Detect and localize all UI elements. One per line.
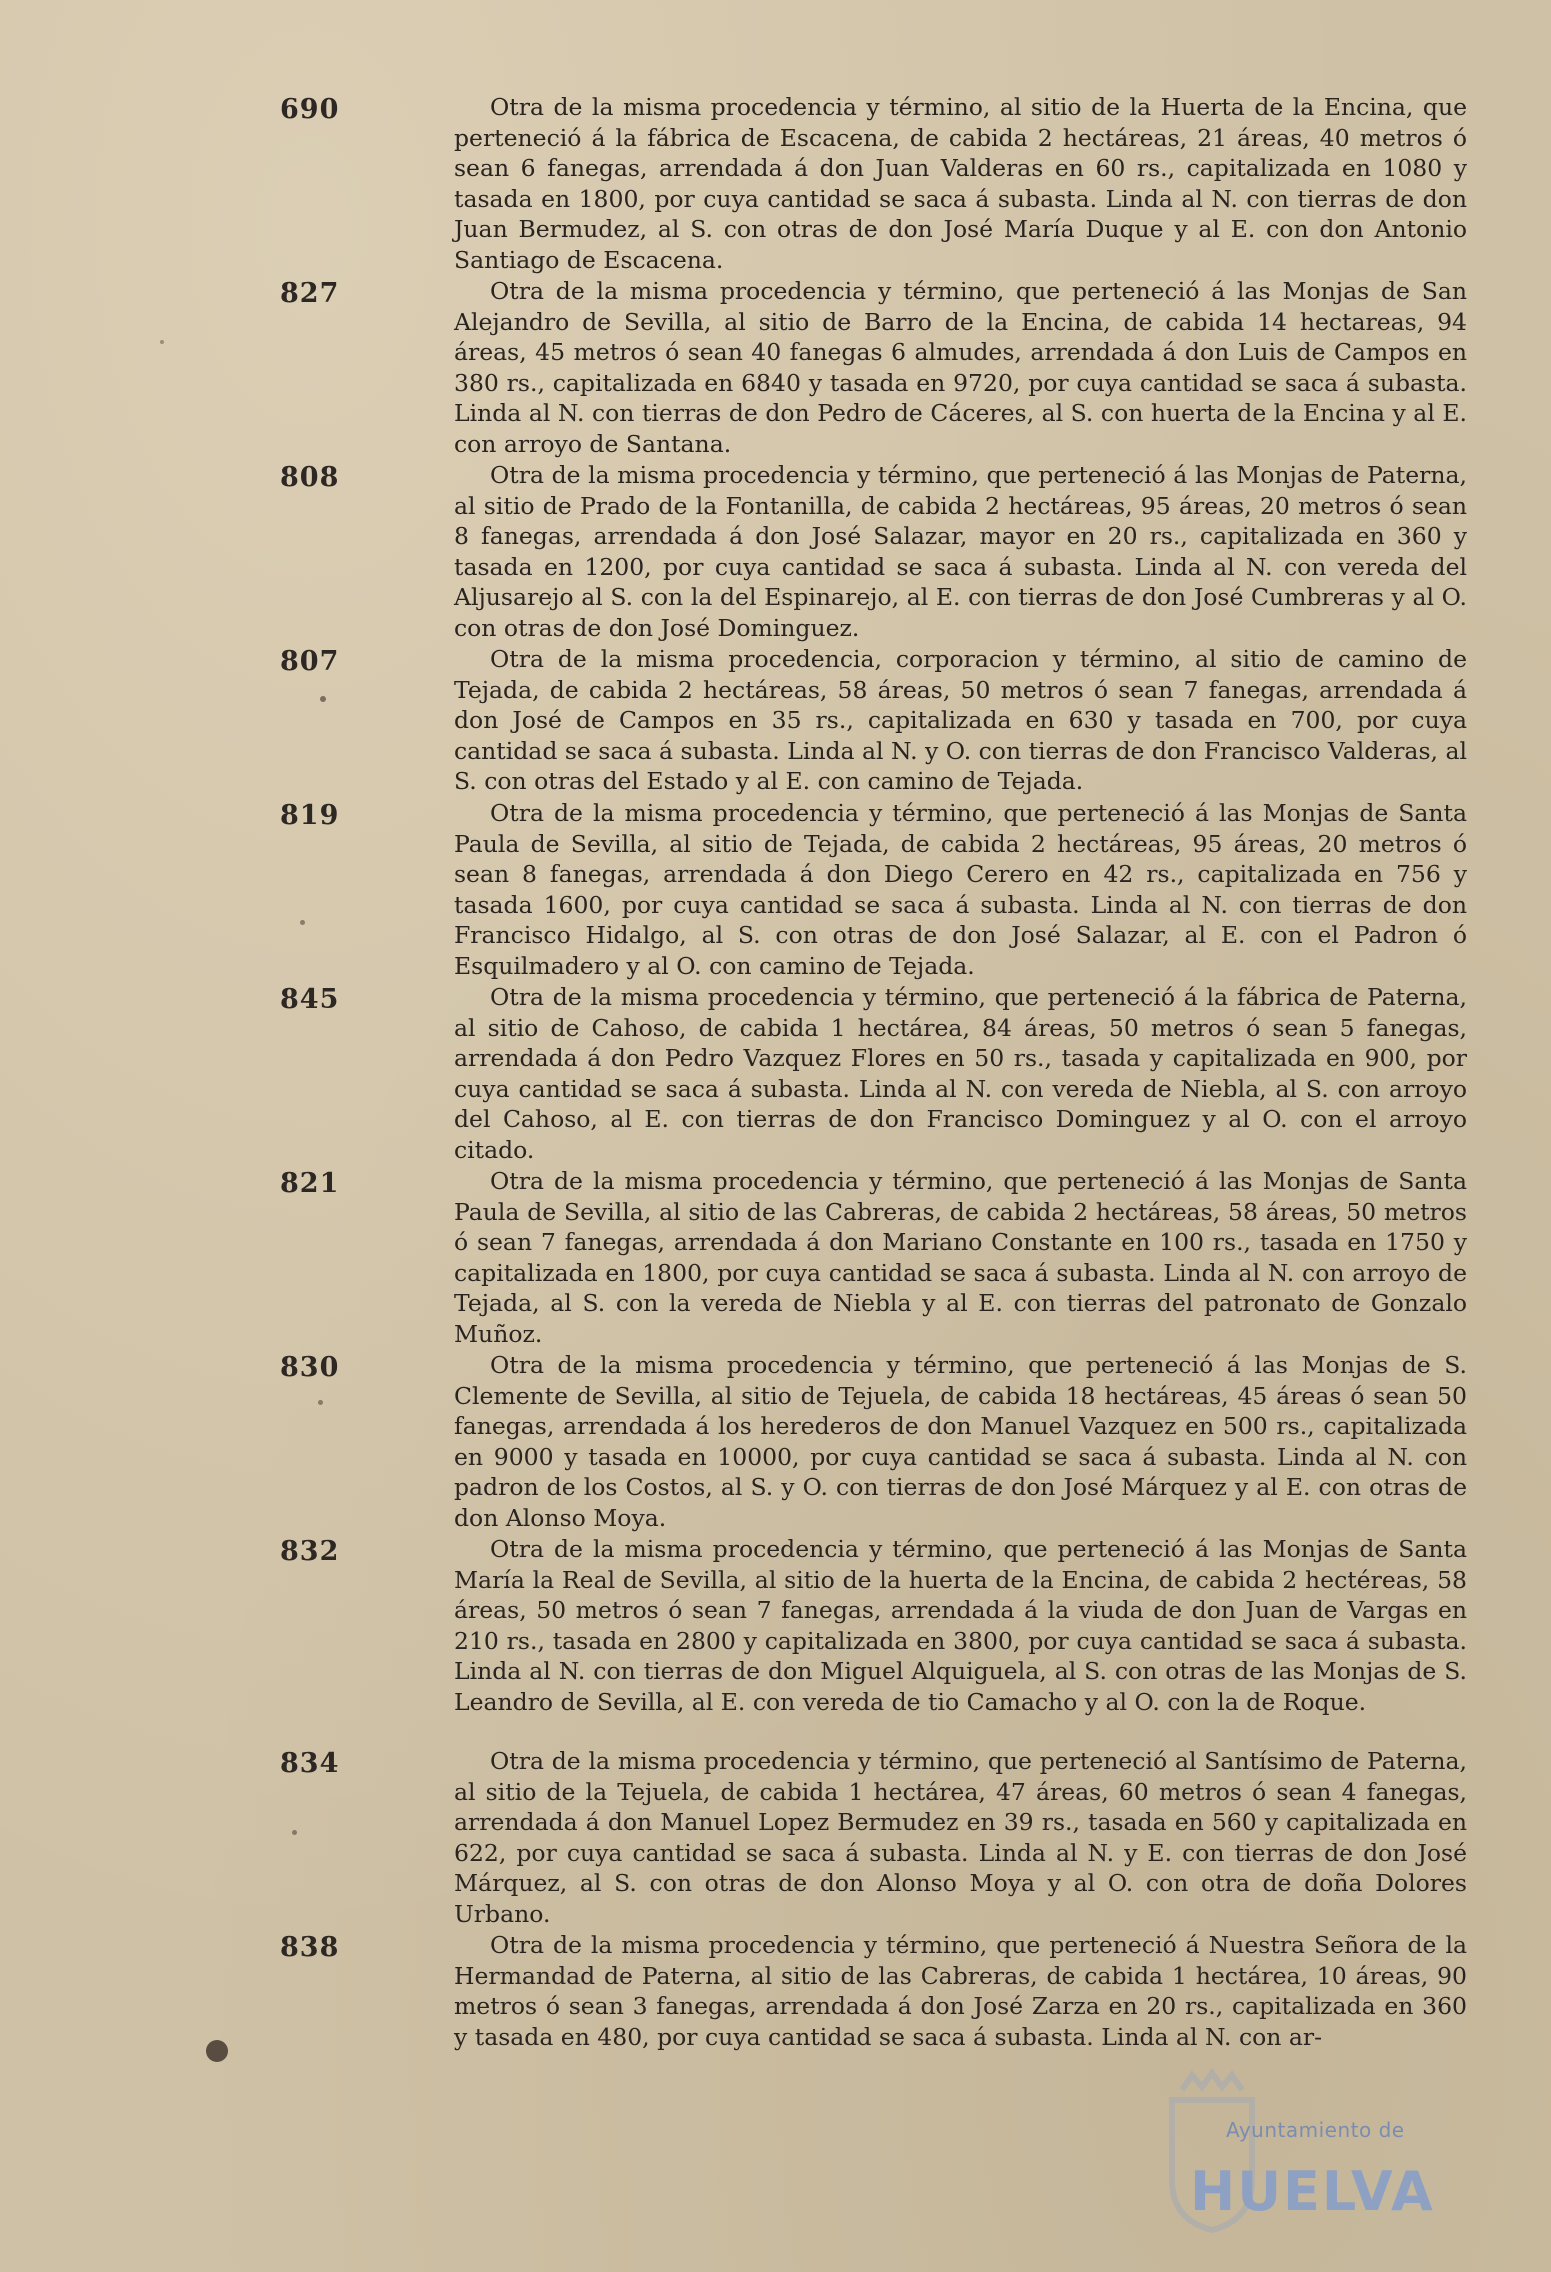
record-number: 821 [280, 1168, 340, 1199]
record-entry [0, 460, 1551, 644]
record-number: 808 [280, 462, 340, 493]
record-number: 832 [280, 1536, 340, 1567]
ink-speck [160, 340, 164, 344]
watermark-line2: HUELVA [1190, 2160, 1435, 2223]
record-entry [0, 1350, 1551, 1534]
record-number: 845 [280, 984, 340, 1015]
record-number: 819 [280, 800, 340, 831]
record-number: 838 [280, 1932, 340, 1963]
record-text: Otra de la misma procedencia y término, que perteneció á Nuestra Señora de la Hermandad de Paterna, al sitio de las Cabreras, de cabida 1 hectárea, 10 áreas, 90 metros ó sean 3 fanegas, arrendada á don José Zarza en 20 rs., capitalizada en 360 y tasada en 480, por cuya cantidad se saca á subasta. Linda al N. con ar- [454, 1931, 1467, 2051]
record-text: Otra de la misma procedencia y término, que perteneció á las Monjas de Santa María la Real de Sevilla, al sitio de la huerta de la Encina, de cabida 2 hectéreas, 58 áreas, 50 metros ó sean 7 fanegas, arrendada á la viuda de don Juan de Vargas en 210 rs., tasada en 2800 y capitalizada en 3800, por cuya cantidad se saca á subasta. Linda al N. con tierras de don Miguel Alquiguela, al S. con otras de las Monjas de S. Leandro de Sevilla, al E. con vereda de tio Camacho y al O. con la de Roque. [454, 1535, 1467, 1716]
ink-speck [320, 696, 326, 702]
record-entry [0, 982, 1551, 1166]
record-text: Otra de la misma procedencia y término, que perteneció á las Monjas de S. Clemente de Sevilla, al sitio de Tejuela, de cabida 18 hectáreas, 45 áreas ó sean 50 fanegas, arrendada á los herederos de don Manuel Vazquez en 500 rs., capitalizada en 9000 y tasada en 10000, por cuya cantidad se saca á subasta. Linda al N. con padron de los Costos, al S. y O. con tierras de don José Márquez y al E. con otras de don Alonso Moya. [454, 1351, 1467, 1532]
ink-speck [292, 1830, 297, 1835]
record-entry [0, 276, 1551, 460]
record-entry [0, 1746, 1551, 1930]
record-text: Otra de la misma procedencia y término, que perteneció á la fábrica de Paterna, al sitio de Cahoso, de cabida 1 hectárea, 84 áreas, 50 metros ó sean 5 fanegas, arrendada á don Pedro Vazquez Flores en 50 rs., tasada y capitalizada en 900, por cuya cantidad se saca á subasta. Linda al N. con vereda de Niebla, al S. con arroyo del Cahoso, al E. con tierras de don Francisco Dominguez y al O. con el arroyo citado. [454, 983, 1467, 1164]
record-text: Otra de la misma procedencia y término, que perteneció á las Monjas de Santa Paula de Sevilla, al sitio de Tejada, de cabida 2 hectáreas, 95 áreas, 20 metros ó sean 8 fanegas, arrendada á don Diego Cerero en 42 rs., capitalizada en 756 y tasada 1600, por cuya cantidad se saca á subasta. Linda al N. con tierras de don Francisco Hidalgo, al S. con otras de don José Salazar, al E. con el Padron ó Esquilmadero y al O. con camino de Tejada. [454, 799, 1467, 980]
ink-speck [318, 1400, 323, 1405]
ink-speck [300, 920, 305, 925]
record-number: 807 [280, 646, 340, 677]
record-text: Otra de la misma procedencia y término, que perteneció á las Monjas de San Alejandro de Sevilla, al sitio de Barro de la Encina, de cabida 14 hectareas, 94 áreas, 45 metros ó sean 40 fanegas 6 almudes, arrendada á don Luis de Campos en 380 rs., capitalizada en 6840 y tasada en 9720, por cuya cantidad se saca á subasta. Linda al N. con tierras de don Pedro de Cáceres, al S. con huerta de la Encina y al E. con arroyo de Santana. [454, 277, 1467, 458]
record-number: 830 [280, 1352, 340, 1383]
record-text: Otra de la misma procedencia, corporacion y término, al sitio de camino de Tejada, de cabida 2 hectáreas, 58 áreas, 50 metros ó sean 7 fanegas, arrendada á don José de Campos en 35 rs., capitalizada en 630 y tasada en 700, por cuya cantidad se saca á subasta. Linda al N. y O. con tierras de don Francisco Valderas, al S. con otras del Estado y al E. con camino de Tejada. [454, 645, 1467, 796]
ink-speck [206, 2040, 228, 2062]
record-entry [0, 644, 1551, 798]
record-entry [0, 798, 1551, 982]
record-entry [0, 92, 1551, 276]
watermark-line1: Ayuntamiento de [1226, 2118, 1405, 2142]
record-text: Otra de la misma procedencia y término, que perteneció á las Monjas de Paterna, al sitio de Prado de la Fontanilla, de cabida 2 hectáreas, 95 áreas, 20 metros ó sean 8 fanegas, arrendada á don José Salazar, mayor en 20 rs., capitalizada en 360 y tasada en 1200, por cuya cantidad se saca á subasta. Linda al N. con vereda del Aljusarejo al S. con la del Espinarejo, al E. con tierras de don José Cumbreras y al O. con otras de don José Dominguez. [454, 461, 1467, 642]
record-entry [0, 1534, 1551, 1746]
record-number: 827 [280, 278, 340, 309]
records-list [0, 92, 1551, 2090]
record-number: 834 [280, 1748, 340, 1779]
record-text: Otra de la misma procedencia y término, que perteneció al Santísimo de Paterna, al sitio de la Tejuela, de cabida 1 hectárea, 47 áreas, 60 metros ó sean 4 fanegas, arrendada á don Manuel Lopez Bermudez en 39 rs., tasada en 560 y capitalizada en 622, por cuya cantidad se saca á subasta. Linda al N. y E. con tierras de don José Márquez, al S. con otras de don Alonso Moya y al O. con otra de doña Dolores Urbano. [454, 1747, 1467, 1928]
record-text: Otra de la misma procedencia y término, que perteneció á las Monjas de Santa Paula de Sevilla, al sitio de las Cabreras, de cabida 2 hectáreas, 58 áreas, 50 metros ó sean 7 fanegas, arrendada á don Mariano Constante en 100 rs., tasada en 1750 y capitalizada en 1800, por cuya cantidad se saca á subasta. Linda al N. con arroyo de Tejada, al S. con la vereda de Niebla y al E. con tierras del patronato de Gonzalo Muñoz. [454, 1167, 1467, 1348]
record-number: 690 [280, 94, 340, 125]
record-text: Otra de la misma procedencia y término, al sitio de la Huerta de la Encina, que perteneció á la fábrica de Escacena, de cabida 2 hectáreas, 21 áreas, 40 metros ó sean 6 fanegas, arrendada á don Juan Valderas en 60 rs., capitalizada en 1080 y tasada en 1800, por cuya cantidad se saca á subasta. Linda al N. con tierras de don Juan Bermudez, al S. con otras de don José María Duque y al E. con don Antonio Santiago de Escacena. [454, 93, 1467, 274]
record-entry [0, 1166, 1551, 1350]
